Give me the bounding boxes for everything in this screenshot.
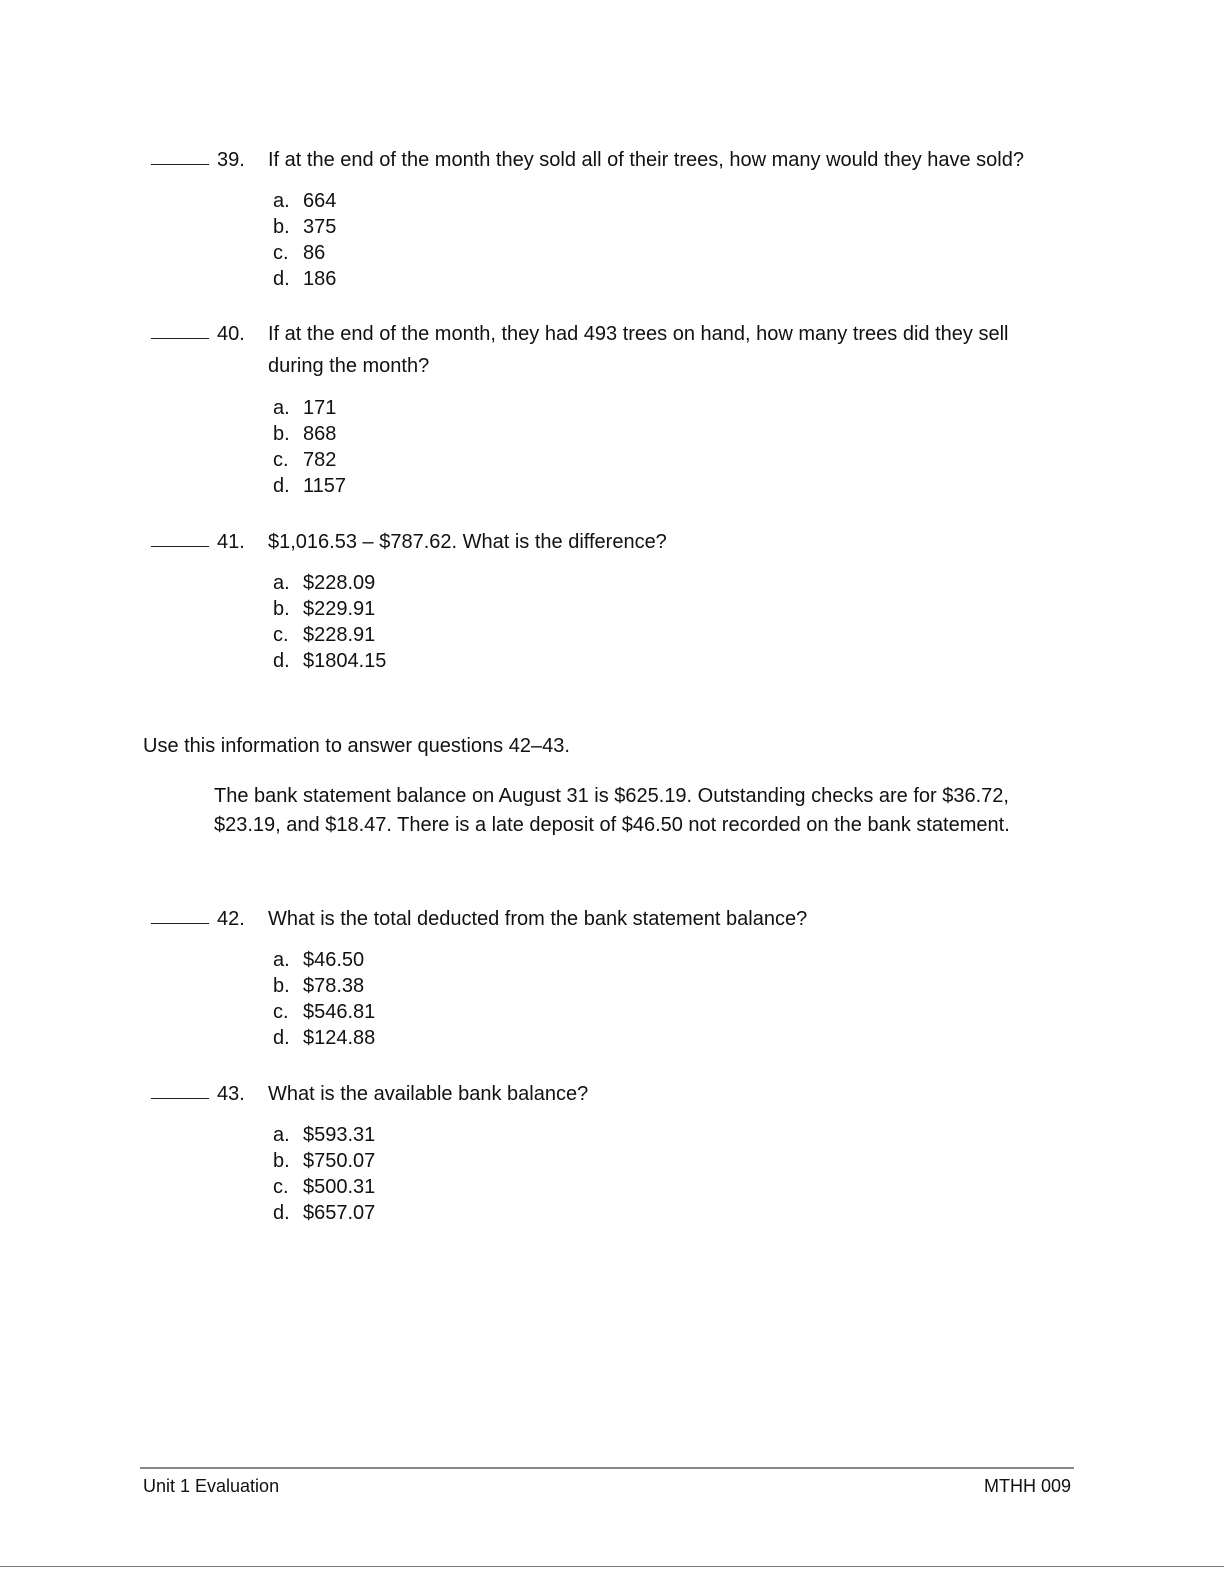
page-bottom-edge — [0, 1566, 1224, 1567]
choice-list — [273, 395, 346, 499]
footer-unit-label: Unit 1 Evaluation — [143, 1476, 280, 1496]
choice-c: c. 782 — [273, 449, 337, 471]
choice-c: c. $228.91 — [273, 624, 376, 646]
choice-a: a. $228.09 — [273, 572, 376, 594]
question-number: 41. — [217, 531, 245, 553]
answer-blank-43[interactable] — [151, 1098, 209, 1099]
choice-b: b. $229.91 — [273, 598, 376, 620]
choice-b: b. 868 — [273, 423, 337, 445]
footer-course-code: MTHH 009 — [983, 1476, 1071, 1496]
footer-divider — [140, 1467, 1074, 1469]
choice-d: d. $657.07 — [273, 1202, 376, 1224]
choice-b: b. $78.38 — [273, 975, 365, 997]
info-paragraph: The bank statement balance on August 31 is $625.19. Outstanding checks are for $36.72, $23.19, and $18.47. There is a late deposit of $46.50 not recorded on the bank statement. — [214, 785, 1010, 836]
choice-d: d. $124.88 — [273, 1027, 376, 1049]
question-43 — [0, 1080, 1224, 1224]
question-text: $1,016.53 – $787.62. What is the difference? — [268, 531, 667, 553]
answer-blank-42[interactable] — [151, 923, 209, 924]
choice-list — [273, 1122, 375, 1226]
choice-list — [273, 947, 375, 1051]
question-text: What is the available bank balance? — [268, 1083, 589, 1105]
question-text: What is the total deducted from the bank statement balance? — [268, 908, 808, 930]
question-41 — [0, 528, 1224, 672]
choice-a: a. $46.50 — [273, 949, 365, 971]
choice-c: c. 86 — [273, 242, 326, 264]
question-text: If at the end of the month, they had 493 trees on hand, how many trees did they sell during the month? — [268, 323, 1009, 377]
question-text: If at the end of the month they sold all of their trees, how many would they have sold? — [268, 149, 1024, 171]
answer-blank-39[interactable] — [151, 164, 209, 165]
choice-list — [273, 188, 336, 292]
choice-b: b. $750.07 — [273, 1150, 376, 1172]
choice-a: a. $593.31 — [273, 1124, 376, 1146]
question-39 — [0, 146, 1224, 290]
answer-blank-41[interactable] — [151, 546, 209, 547]
choice-c: c. $546.81 — [273, 1001, 376, 1023]
choice-c: c. $500.31 — [273, 1176, 376, 1198]
question-number: 39. — [217, 149, 245, 171]
question-number: 43. — [217, 1083, 245, 1105]
answer-blank-40[interactable] — [151, 338, 209, 339]
question-number: 42. — [217, 908, 245, 930]
choice-d: d. 1157 — [273, 475, 347, 497]
choice-d: d. $1804.15 — [273, 650, 387, 672]
info-lead: Use this information to answer questions 42–43. — [143, 735, 570, 757]
question-40 — [0, 320, 1224, 497]
choice-list — [273, 570, 386, 674]
choice-a: a. 171 — [273, 397, 337, 419]
choice-d: d. 186 — [273, 268, 337, 290]
choice-b: b. 375 — [273, 216, 337, 238]
question-42 — [0, 905, 1224, 1049]
choice-a: a. 664 — [273, 190, 337, 212]
question-number: 40. — [217, 323, 245, 345]
